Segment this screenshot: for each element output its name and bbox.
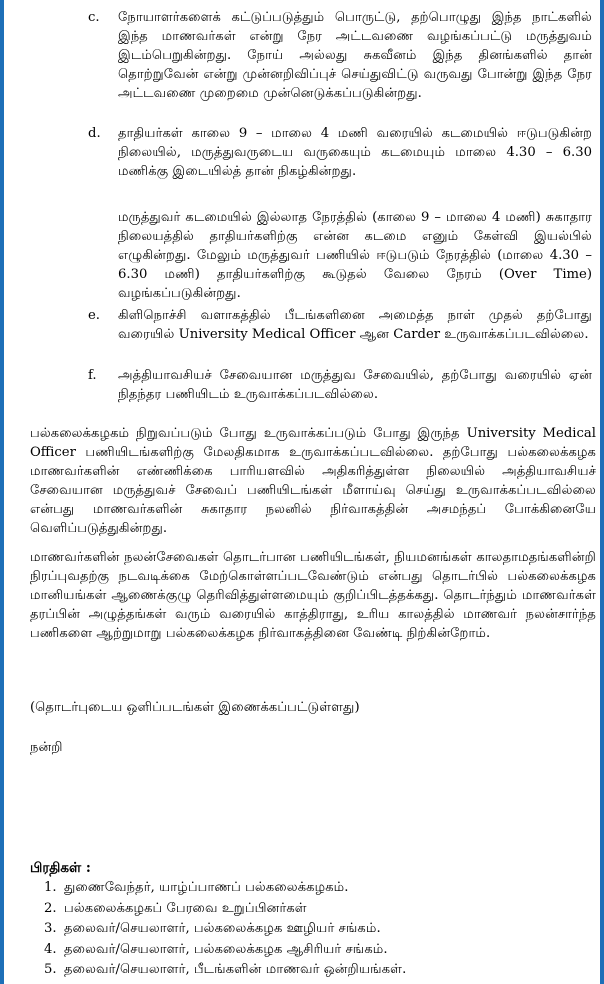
item-e-text: கிளிநொச்சி வளாகத்தில் பீடங்களினை அமைத்த நாள் முதல் தற்போது வரையில் University Medical Officer ஆன Carder உருவாக்கப்படவில்லை. — [118, 308, 592, 342]
thanks: நன்றி — [30, 740, 63, 755]
copies-item-number: 4. — [44, 941, 57, 957]
item-c-text: நோயாளர்களைக் கட்டுப்படுத்தும் பொருட்டு, தற்பொழுது இந்த நாட்களில் இந்த மாணவர்கள் என்று நேர அட்டவணை வழங்கப்பட்டு மருத்துவம் இடம்பெறுகின்றது. நோய் அல்லது சுகவீனம் இந்த தினங்களில் தான் தொற்றுவேன் என்று முன்னறிவிப்புச் செய்துவிட்டு வருவது போன்று இந்த நேர அட்டவணை முறைமை முன்னெடுக்கப்படுகின்றது. — [118, 10, 592, 101]
item-c-letter: c. — [88, 10, 100, 25]
copies-item-text: துணைவேந்தர், யாழ்ப்பாணப் பல்கலைக்கழகம். — [64, 880, 349, 895]
copies-item-number: 5. — [44, 962, 57, 977]
item-f-letter: f. — [88, 368, 97, 383]
paragraph-umo-cadre: பல்கலைக்கழகம் நிறுவப்படும் போது உருவாக்கப்படும் போது இருந்த University Medical Officer பணியிடங்களிற்கு மேலதிகமாக உருவாக்கப்படவில்லை. தற்போது பல்கலைக்கழக மாணவர்களின் எண்ணிக்கை பாரியளவில் அதிகரித்துள்ள நிலையில் அத்தியாவசியச் சேவையான மருத்துவச் சேவைப் பணியிடங்கள் மீளாய்வு செய்து உருவாக்கப்படவில்லை என்பது மாணவர்களின் சுகாதார நலனில் நிர்வாகத்தின் அசமந்தப் போக்கினையே வெளிப்படுத்துகின்றது. — [30, 426, 596, 536]
copies-item-number: 2. — [44, 900, 57, 916]
copies-title: பிரதிகள் : — [30, 860, 91, 876]
item-e-letter: e. — [88, 308, 100, 323]
copies-item-text: தலைவர்/செயலாளர், பல்கலைக்கழக ஆசிரியர் சங்கம். — [64, 941, 388, 957]
item-d-letter: d. — [88, 126, 101, 141]
document-page — [4, 0, 600, 984]
item-f-text: அத்தியாவசியச் சேவையான மருத்துவ சேவையில், தற்போது வரையில் ஏன் நிதந்தர பணியிடம் உருவாக்கப்படவில்லை. — [118, 368, 592, 402]
copies-item-text: தலைவர்/செயலாளர், பல்கலைக்கழக ஊழியர் சங்கம். — [64, 921, 381, 936]
copies-list-item — [44, 878, 406, 899]
item-d-text: தாதியர்கள் காலை 9 – மாலை 4 மணி வரையில் கடமையில் ஈடுபடுகின்ற நிலையில், மருத்துவருடைய வருகையும் கடமையும் மாலை 4.30 – 6.30 மணிக்கு இடையில்த் தான் நிகழ்கின்றது. — [118, 126, 592, 179]
copies-list — [44, 878, 406, 981]
copies-item-number: 3. — [44, 921, 57, 936]
copies-item-text: தலைவர்/செயலாளர், பீடங்களின் மாணவர் ஒன்றியங்கள். — [64, 962, 407, 977]
copies-item-text: பல்கலைக்கழகப் பேரவை உறுப்பினர்கள் — [64, 900, 307, 916]
item-d-continuation: மருத்துவர் கடமையில் இல்லாத நேரத்தில் (காலை 9 – மாலை 4 மணி) சுகாதார நிலையத்தில் தாதியர்களிற்கு என்ன கடமை எனும் கேள்வி இயல்பில் எழுகின்றது. மேலும் மருத்துவர் பணியில் ஈடுபடும் நேரத்தில் (மாலை 4.30 – 6.30 மணி) தாதியர்களிற்கு கூடுதல் வேலை நேரம் (Over Time) வழங்கப்படுகின்றது. — [118, 210, 592, 301]
page-edge-right — [600, 0, 604, 984]
copies-list-item — [44, 940, 406, 961]
copies-list-item — [44, 899, 406, 920]
copies-list-item — [44, 919, 406, 940]
attachments-note: (தொடர்புடைய ஒளிப்படங்கள் இணைக்கப்பட்டுள்ளது) — [30, 700, 360, 715]
copies-item-number: 1. — [44, 880, 57, 895]
copies-list-item — [44, 960, 406, 981]
paragraph-welfare-request: மாணவர்களின் நலன்சேவைகள் தொடர்பான பணியிடங்கள், நியமனங்கள் காலதாமதங்களின்றி நிரப்புவதற்கு நடவடிக்கை மேற்கொள்ளப்படவேண்டும் என்பது தொடர்பில் பல்கலைக்கழக மானியங்கள் ஆணைக்குழு தெரிவித்துள்ளமையும் குறிப்பிடத்தக்கது. தொடர்ந்தும் மாணவர்கள் தரப்பின் அழுத்தங்கள் வரும் வரையில் காத்திராது, உரிய காலத்தில் மாணவர் நலன்சார்ந்த பணிகளை ஆற்றுமாறு பல்கலைக்கழக நிர்வாகத்தினை வேண்டி நிற்கின்றோம். — [30, 550, 596, 641]
